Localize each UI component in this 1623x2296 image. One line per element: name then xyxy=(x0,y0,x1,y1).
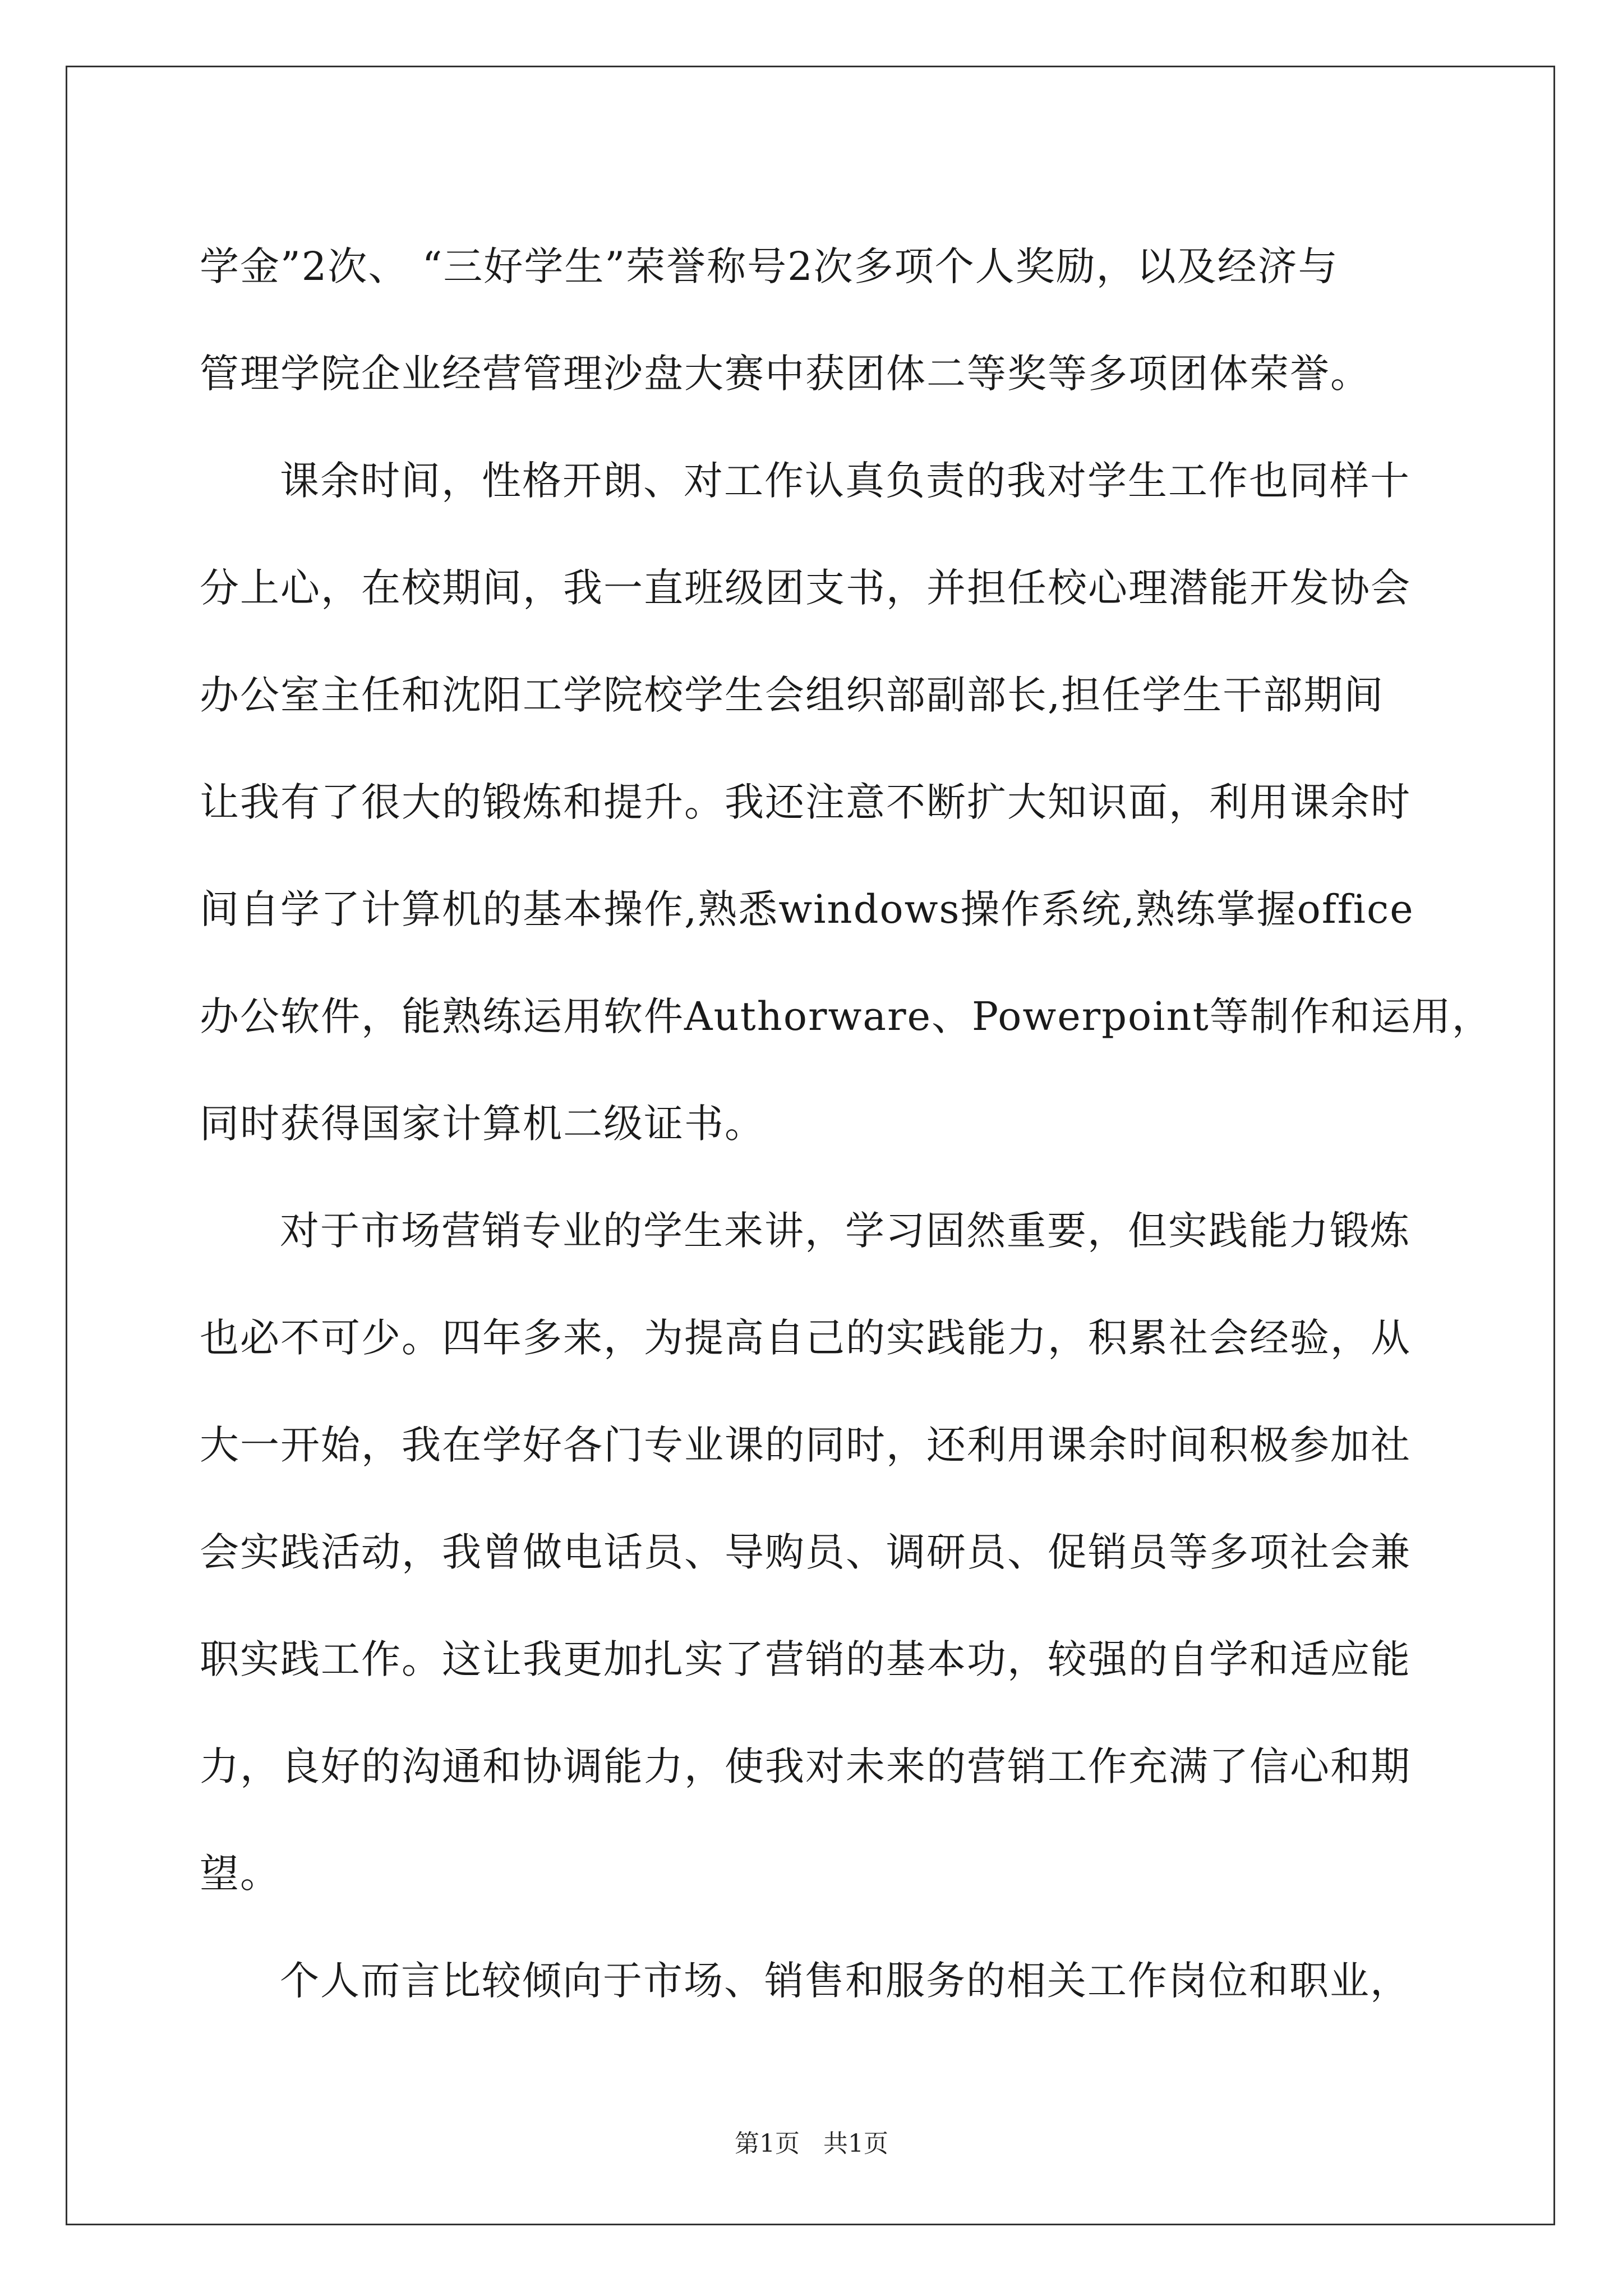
text-line: 力，良好的沟通和协调能力，使我对未来的营销工作充满了信心和期 xyxy=(200,1743,1411,1789)
text-line: 分上心，在校期间，我一直班级团支书，并担任校心理潜能开发协会 xyxy=(200,565,1411,611)
text-line: 望。 xyxy=(200,1851,280,1897)
text-line: 同时获得国家计算机二级证书。 xyxy=(200,1101,765,1147)
text-line: 会实践活动，我曾做电话员、导购员、调研员、促销员等多项社会兼 xyxy=(200,1529,1411,1575)
text-line: 也必不可少。四年多来，为提高自己的实践能力，积累社会经验，从 xyxy=(200,1315,1411,1361)
text-line: 对于市场营销专业的学生来讲，学习固然重要，但实践能力锻炼 xyxy=(280,1208,1410,1254)
text-line: 让我有了很大的锻炼和提升。我还注意不断扩大知识面，利用课余时 xyxy=(200,779,1411,825)
text-line: 个人而言比较倾向于市场、销售和服务的相关工作岗位和职业， xyxy=(280,1958,1410,2004)
document-body xyxy=(200,213,1492,2035)
text-line: 课余时间，性格开朗、对工作认真负责的我对学生工作也同样十 xyxy=(280,458,1410,504)
text-line: 办公软件，能熟练运用软件Authorware、Powerpoint等制作和运用， xyxy=(200,993,1492,1039)
page-number-current: 第1页 xyxy=(735,2129,800,2158)
text-line: 职实践工作。这让我更加扎实了营销的基本功，较强的自学和适应能 xyxy=(200,1636,1411,1682)
text-line: 学金”2次、 “三好学生”荣誉称号2次多项个人奖励，以及经济与 xyxy=(200,243,1339,289)
text-line: 间自学了计算机的基本操作,熟悉windows操作系统,熟练掌握office xyxy=(200,886,1414,932)
page-number-total: 共1页 xyxy=(823,2129,888,2158)
text-line: 大一开始，我在学好各门专业课的同时，还利用课余时间积极参加社 xyxy=(200,1422,1411,1468)
text-line: 办公室主任和沈阳工学院校学生会组织部副部长,担任学生干部期间 xyxy=(200,672,1385,718)
page-footer xyxy=(0,2127,1623,2161)
text-block xyxy=(200,213,1492,2035)
text-line: 管理学院企业经营管理沙盘大赛中获团体二等奖等多项团体荣誉。 xyxy=(200,351,1371,397)
